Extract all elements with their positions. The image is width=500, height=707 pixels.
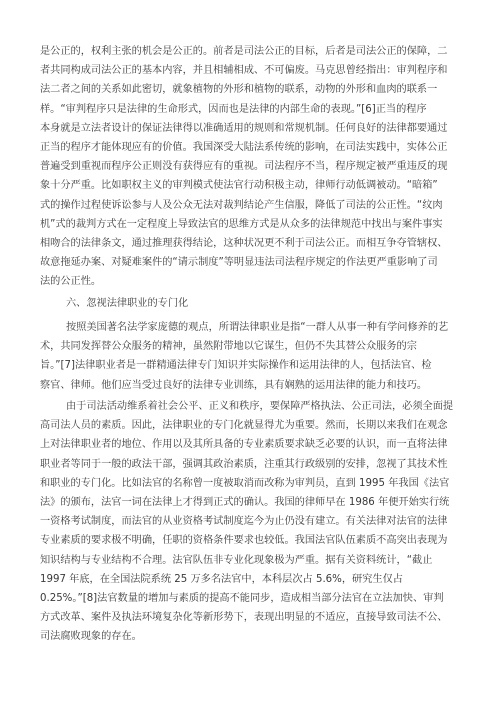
- text-line: 高司法人员的素质。因此，法律职业的专门化就显得尤为重要。然而，长期以来我们在观念: [40, 420, 448, 432]
- text-line: 和职业的专门化。比如法官的名称曾一度被取消而改称为审判员，直到 1995 年我国《法官: [40, 477, 450, 489]
- text-line: 相吻合的法律条文，通过推理获得结论，这种状况更不利于司法公正。而相互争夺管辖权、: [40, 238, 448, 249]
- text-line: 由于司法活动维系着社会公平、正义和秩序，要保障严格执法、公正司法，必须全面提: [66, 401, 454, 412]
- text-line: 本身就是立法者设计的保证法律得以准确适用的规则和常规机制。任何良好的法律都要通过: [40, 122, 448, 134]
- text-line: 上对法律职业者的地位、作用以及其所具备的专业素质要求缺乏必要的认识，而一直将法律: [40, 439, 448, 451]
- text-line: 正当的程序才能体现应有的价值。我国深受大陆法系传统的影响，在司法实践中，实体公正: [40, 142, 448, 153]
- text-line: 者共同构成司法公正的基本内容，并且相辅相成、不可偏废。马克思曾经指出：审判程序和: [40, 65, 448, 77]
- text-line: 法》的颁布，法官一词在法律上才得到正式的确认。我国的律师早在 1986 年便开始实行统: [40, 497, 450, 508]
- text-line: 机”式的裁判方式在一定程度上导致法官的思维方式是从众多的法律规范中找出与案件事实: [40, 218, 443, 230]
- text-line: 法二者之间的关系如此密切，就象植物的外形和植物的联系，动物的外形和血肉的联系一: [40, 84, 438, 96]
- text-line: 故意拖延办案、对疑难案件的“请示制度”等明显违法司法程序规定的作法更严重影响了司: [40, 257, 438, 269]
- section-heading: 六、忽视法律职业的专门化: [66, 298, 189, 309]
- text-line: 旨。”[7]法律职业者是一群精通法律专门知识并实际操作和运用法律的人，包括法官、检: [40, 360, 432, 372]
- text-line: 专业素质的要求极不明确，任职的资格条件要求也较低。我国法官队伍素质不高突出表现为: [40, 535, 448, 547]
- text-line: 察官、律师。他们应当受过良好的法律专业训练，具有娴熟的运用法律的能力和技巧。: [40, 379, 428, 391]
- text-line: 方式改革、案件及执法环境复杂化等新形势下，表现出明显的不适应，直接导致司法不公、: [40, 612, 448, 624]
- text-line: 按照美国著名法学家庞德的观点，所谓法律职业是指“一群人从事一种有学问修养的艺: [66, 322, 449, 333]
- text-line: 象十分严重。比如职权主义的审判模式使法官行动积极主动，律师行动低调被动。“暗箱”: [40, 180, 438, 192]
- text-line: 一资格考试制度，而法官的从业资格考试制度迄今为止仍没有建立。有关法律对法官的法律: [40, 516, 448, 528]
- text-line: 司法腐败现象的存在。: [40, 631, 142, 643]
- text-line: 普遍受到重视而程序公正则没有获得应有的重视。司法程序不当，程序规定被严重违反的现: [40, 161, 448, 173]
- text-line: 0.25%。”[8]法官数量的增加与素质的提高不能同步，造成相当部分法官在立法加快、审判: [40, 593, 444, 604]
- text-line: 知识结构与专业结构不合理。法官队伍非专业化现象极为严重。据有关资料统计，“截止: [40, 554, 433, 566]
- text-line: 1997 年底，在全国法院系统 25 万多名法官中，本科层次占 5.6%，研究生仅占: [40, 573, 403, 585]
- text-line: 样。“审判程序只是法律的生命形式，因而也是法律的内部生命的表现。”[6]正当的程序: [40, 103, 427, 115]
- text-line: 是公正的，权利主张的机会是公正的。前者是司法公正的目标，后者是司法公正的保障，二: [40, 46, 448, 57]
- text-line: 式的操作过程使诉讼参与人及公众无法对裁判结论产生信服，降低了司法的公正性。“纹肉: [40, 199, 443, 211]
- text-line: 职业者等同于一般的政法干部，强调其政治素质，注重其行政级别的安排，忽视了其技术性: [40, 458, 448, 470]
- text-line: 法的公正性。: [40, 276, 102, 288]
- text-line: 术，共同发挥替公众服务的精神，虽然附带地以它谋生，但仍不失其替公众服务的宗: [40, 341, 417, 353]
